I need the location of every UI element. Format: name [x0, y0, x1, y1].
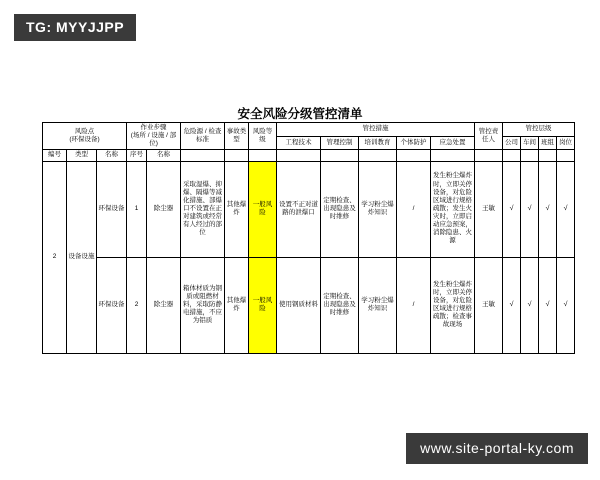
cell-post: √ — [557, 161, 575, 257]
cell-ppe: / — [397, 161, 431, 257]
cell-team: √ — [539, 257, 557, 353]
header-workshop-spacer — [521, 150, 539, 161]
header-control-tier: 管控层级 — [503, 123, 575, 137]
header-hazard: 危险源 / 检查标准 — [181, 123, 225, 150]
cell-no: 2 — [43, 161, 67, 353]
header-work-step-label: 作业步骤 — [140, 124, 167, 131]
header-no: 编号 — [43, 150, 67, 161]
cell-name: 环保设备 — [97, 161, 127, 257]
cell-step-name: 除尘器 — [147, 161, 181, 257]
header-training-spacer — [359, 150, 397, 161]
cell-training: 学习粉尘爆炸知识 — [359, 161, 397, 257]
page-title: 安全风险分级管控清单 — [237, 107, 363, 121]
cell-hazard: 箱体材质为钢质或阻燃材料，采取防静电措施，不应为铝质 — [181, 257, 225, 353]
telegram-badge-label: TG: MYYJJPP — [26, 19, 125, 35]
table-row — [43, 257, 575, 353]
cell-company: √ — [503, 161, 521, 257]
cell-emergency: 发生粉尘爆炸时，立即关停设备，对危险区域进行规格疏散；发生火灾时，立即启动应急预案，消除隐患、火源 — [431, 161, 475, 257]
header-emergency-spacer — [431, 150, 475, 161]
header-step-name: 名称 — [147, 150, 181, 161]
cell-accident-type: 其他爆炸 — [225, 161, 249, 257]
cell-management: 定期检查、出现隐患及时维修 — [321, 161, 359, 257]
telegram-badge — [14, 14, 136, 41]
risk-control-table — [42, 122, 575, 354]
header-company-spacer — [503, 150, 521, 161]
site-watermark-label: www.site-portal-ky.com — [420, 440, 574, 456]
cell-risk-level: 一般风险 — [249, 257, 277, 353]
header-ppe-spacer — [397, 150, 431, 161]
header-responsible-spacer — [475, 150, 503, 161]
header-type: 类型 — [67, 150, 97, 161]
header-workshop: 车间 — [521, 136, 539, 150]
header-post-spacer — [557, 150, 575, 161]
header-hazard-spacer — [181, 150, 225, 161]
cell-hazard: 采取湿爆、抑爆、隔爆等减化措施、部爆口不设置在正对建筑或经常有人经过的部位 — [181, 161, 225, 257]
cell-seq: 1 — [127, 161, 147, 257]
header-management-spacer — [321, 150, 359, 161]
cell-post: √ — [557, 257, 575, 353]
cell-responsible: 王敏 — [475, 161, 503, 257]
cell-engineering: 设置不正对道路的泄爆口 — [277, 161, 321, 257]
table-header-row-3 — [43, 150, 575, 161]
header-ppe: 个体防护 — [397, 136, 431, 150]
cell-ppe: / — [397, 257, 431, 353]
cell-risk-level: 一般风险 — [249, 161, 277, 257]
header-work-step-sub: (场所 / 设施 / 部位) — [130, 132, 177, 148]
risk-control-table-wrapper — [42, 122, 573, 354]
header-accident-type: 事故类型 — [225, 123, 249, 150]
cell-seq: 2 — [127, 257, 147, 353]
cell-workshop: √ — [521, 257, 539, 353]
header-risk-point-sub: (环保设备) — [69, 136, 100, 144]
header-management: 管理控制 — [321, 136, 359, 150]
header-responsible: 管控责任人 — [475, 123, 503, 150]
header-risk-point — [43, 123, 127, 150]
cell-step-name: 除尘器 — [147, 257, 181, 353]
header-work-step — [127, 123, 181, 150]
header-training: 培训教育 — [359, 136, 397, 150]
cell-type: 设备设施 — [67, 161, 97, 353]
header-risk-level: 风险等级 — [249, 123, 277, 150]
header-risk-level-spacer — [249, 150, 277, 161]
header-company: 公司 — [503, 136, 521, 150]
header-accident-spacer — [225, 150, 249, 161]
header-control-measures: 管控措施 — [277, 123, 475, 137]
cell-company: √ — [503, 257, 521, 353]
cell-responsible: 王敏 — [475, 257, 503, 353]
table-header-row-1 — [43, 123, 575, 137]
header-team: 班组 — [539, 136, 557, 150]
cell-accident-type: 其他爆炸 — [225, 257, 249, 353]
cell-management: 定期检查、出现隐患及时维修 — [321, 257, 359, 353]
header-risk-point-label: 风险点 — [74, 128, 95, 136]
cell-team: √ — [539, 161, 557, 257]
header-post: 岗位 — [557, 136, 575, 150]
cell-training: 学习粉尘爆炸知识 — [359, 257, 397, 353]
site-watermark — [406, 433, 588, 464]
cell-name: 环保设备 — [97, 257, 127, 353]
header-emergency: 应急处置 — [431, 136, 475, 150]
header-engineering-spacer — [277, 150, 321, 161]
cell-workshop: √ — [521, 161, 539, 257]
cell-emergency: 发生粉尘爆炸时，立即关停设备，对危险区域进行规格疏散；检查事故现场 — [431, 257, 475, 353]
header-engineering: 工程技术 — [277, 136, 321, 150]
header-team-spacer — [539, 150, 557, 161]
header-seq: 序号 — [127, 150, 147, 161]
table-row — [43, 161, 575, 257]
header-name: 名称 — [97, 150, 127, 161]
cell-engineering: 使用钢质材料 — [277, 257, 321, 353]
